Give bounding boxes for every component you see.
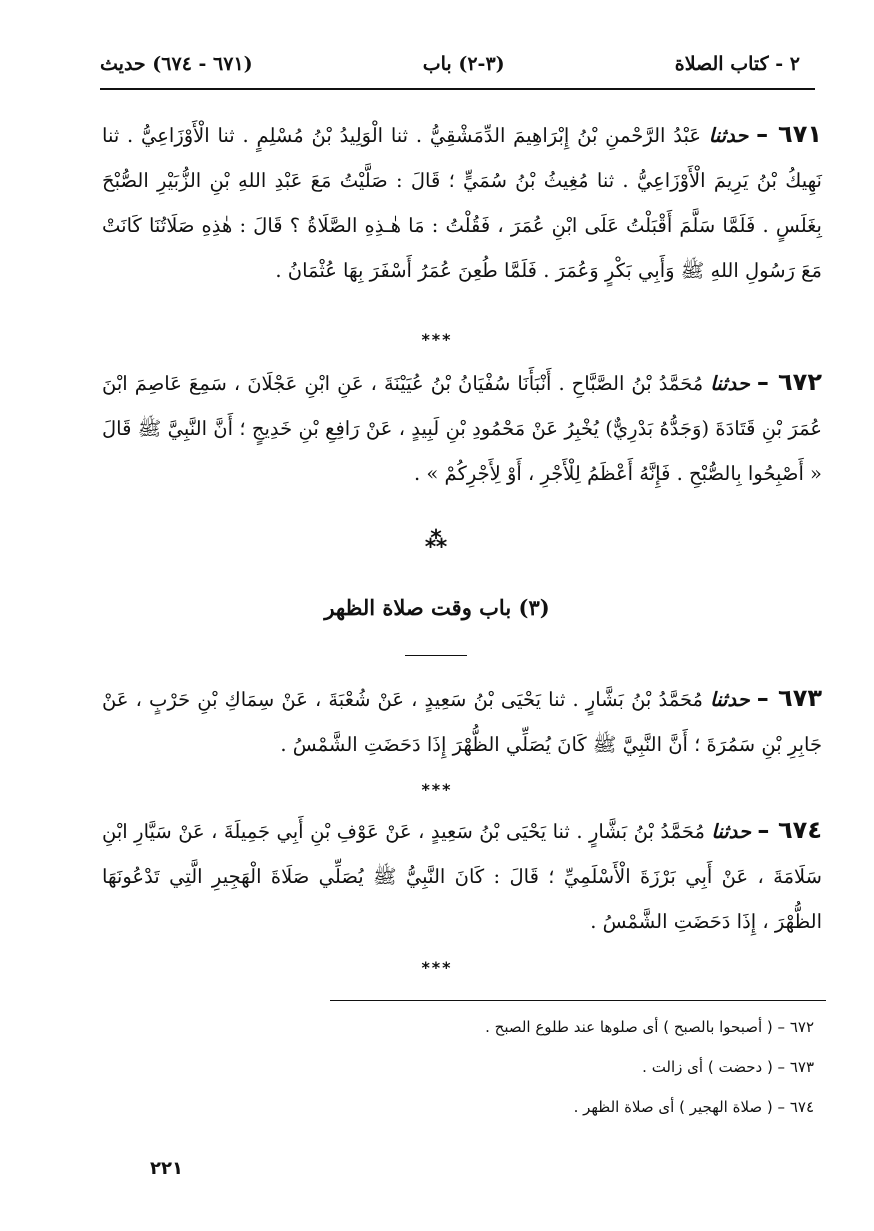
header-chapter-ref: (٣-٢) باب [422, 53, 505, 75]
header-book-title: ٢ - كتاب الصلاة [674, 53, 800, 75]
hadith-opening: حدثنا [711, 820, 751, 843]
footnote-rule [330, 1000, 826, 1001]
separator-stars: *** [421, 330, 453, 349]
hadith-opening: حدثنا [710, 688, 750, 711]
hadith-674 [102, 808, 822, 944]
hadith-opening: حدثنا [710, 372, 750, 395]
hadith-number: ٦٧١ – [756, 120, 822, 148]
footnote-672: ٦٧٢ – ( أصبحوا بالصبح ) أى صلوها عند طلوع الصبح . [485, 1018, 814, 1036]
header-rule [100, 88, 815, 90]
hadith-text: مُحَمَّدُ بْنُ بَشَّارٍ . ثنا يَحْيَى بْنُ سَعِيدٍ ، عَنْ شُعْبَةَ ، عَنْ سِمَاكِ بْنِ حَرْبٍ ، عَنْ جَابِرِ بْنِ سَمُرَةَ ؛ أَنَّ النَّبِيَّ ﷺ كَانَ يُصَلِّي الظُّهْرَ إِذَا دَحَضَتِ الشَّمْسُ . [102, 688, 822, 756]
hadith-text: مُحَمَّدُ بْنُ بَشَّارٍ . ثنا يَحْيَى بْنُ سَعِيدٍ ، عَنْ عَوْفِ بْنِ أَبِي جَمِيلَةَ ، عَنْ سَيَّارِ ابْنِ سَلَامَةَ ، عَنْ أَبِي بَرْزَةَ الْأَسْلَمِيِّ ؛ قَالَ : كَانَ النَّبِيُّ ﷺ يُصَلِّي صَلَاةَ الْهَجِيرِ الَّتِي تَدْعُونَهَا الظُّهْرَ ، إِذَا دَحَضَتِ الشَّمْسُ . [102, 820, 822, 933]
separator-asterism: ⁂ [424, 528, 450, 553]
hadith-opening: حدثنا [708, 124, 749, 147]
hadith-671 [102, 112, 822, 293]
running-header [100, 44, 800, 84]
chapter-title: (٣) باب وقت صلاة الظهر [324, 595, 550, 620]
hadith-672 [102, 360, 822, 496]
footnote-673: ٦٧٣ – ( دحضت ) أى زالت . [642, 1058, 814, 1076]
footnote-674: ٦٧٤ – ( صلاة الهجير ) أى صلاة الظهر . [573, 1098, 814, 1116]
header-hadith-range: (٦٧١ - ٦٧٤) حديث [100, 53, 253, 75]
hadith-text: مُحَمَّدُ بْنُ الصَّبَّاحِ . أَنْبَأَنَا سُفْيَانُ بْنُ عُيَيْنَةَ ، عَنِ ابْنِ عَجْلَانَ ، سَمِعَ عَاصِمَ ابْنَ عُمَرَ بْنِ قَتَادَةَ (وَجَدُّهُ بَدْرِيٌّ) يُخْبِرُ عَنْ مَحْمُودِ بْنِ لَبِيدٍ ، عَنْ رَافِعِ بْنِ خَدِيجٍ ؛ أَنَّ النَّبِيَّ ﷺ قَالَ « أَصْبِحُوا بِالصُّبْحِ . فَإِنَّهُ أَعْظَمُ لِلْأَجْرِ ، أَوْ لِأَجْرِكُمْ » . [102, 372, 822, 485]
hadith-number: ٦٧٣ – [756, 684, 822, 712]
page-number: ٢٢١ [150, 1158, 183, 1179]
separator-stars: *** [421, 958, 453, 977]
chapter-rule [405, 655, 467, 656]
separator-stars: *** [421, 780, 453, 799]
hadith-number: ٦٧٢ – [756, 368, 822, 396]
hadith-text: عَبْدُ الرَّحْمنِ بْنُ إِبْرَاهِيمَ الدِّمَشْقِيُّ . ثنا الْوَلِيدُ بْنُ مُسْلِمٍ . ثنا الْأَوْزَاعِيُّ . ثنا نَهِيكُ بْنُ يَرِيمَ الْأَوْزَاعِيُّ . ثنا مُغِيثُ بْنُ سُمَيٍّ ؛ قَالَ : صَلَّيْتُ مَعَ عَبْدِ اللهِ بْنِ الزُّبَيْرِ الصُّبْحَ بِغَلَسٍ . فَلَمَّا سَلَّمَ أَقْبَلْتُ عَلَى ابْنِ عُمَرَ ، فَقُلْتُ : مَا هٰـذِهِ الصَّلَاةُ ؟ قَالَ : هٰذِهِ صَلَاتُنَا كَانَتْ مَعَ رَسُولِ اللهِ ﷺ وَأَبِي بَكْرٍ وَعُمَرَ . فَلَمَّا طُعِنَ عُمَرُ أَسْفَرَ بِهَا عُثْمَانُ . [102, 124, 822, 282]
hadith-673 [102, 676, 822, 767]
hadith-number: ٦٧٤ – [757, 816, 822, 844]
